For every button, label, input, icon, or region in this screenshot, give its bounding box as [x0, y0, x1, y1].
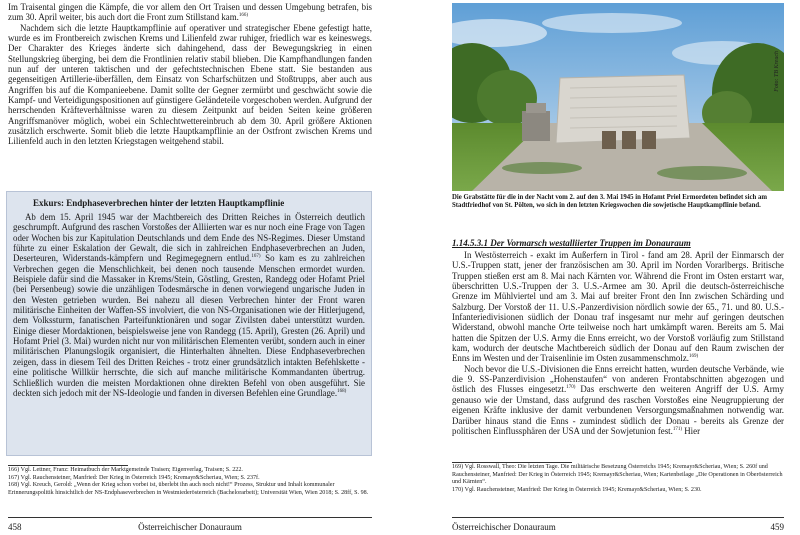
- exkurs-text: [13, 212, 365, 398]
- paragraph: Ab dem 15. April 1945 war der Machtbereich des Dritten Reiches in Österreich deutlich geschrumpft. Aufgrund des raschen Vorstoßes der Alliierten war es nur noch eine Frage von Tagen oder Wochen bis zur Kapitulation Deutschlands und dem Ende des NS-Regimes. Dieser Umstand führte zu einer Eskalation der Gewalt, die sich in zahlreichen Endphaseverbrechen an Juden, Deserteuren, Widerstands-kämpfern und Regimegegnern entlud.$^{167)}$ So kam es zu zahlreichen Verbrechen gegen die Menschlichkeit, bei denen noch tausende Menschen ermordet wurden. Beispiele dafür sind die Massaker in Krems/Stein, Göstling, Gresten, Randegg oder Hofamt Priel (bei Persenbeug) sowie die unzähligen Todesmärsche in denen vorwiegend ungarische Juden in den Westen getrieben wurden. Bei nahezu all diesen Verbrechen hinter der Front waren militärische Einheiten der Waffen-SS involviert, die von NS-Organisationen wie der Hitlerjugend, dem Volkssturm, fanatischen Parteifunktionären und sogar Zivilsten dabei unterstützt wurden. Einige dieser Mordaktionen, beispielsweise jene von Randegg (15. April), Gresten (26. April) und Hofamt Priel (3. Mai) wurden nicht nur von militärischen Elementen verübt, sondern auch in einer militärischen Planungslogik organisiert, die Hinterhalten ähnelten. Diese Endphaseverbrechen zeigen, dass in diesem Teil des Dritten Reiches - trotz einer grundsätzlich intakten Befehlskette - eine politische Willkür herrschte, die sich auf manche militärische Kommandanten übertrug. Schließlich wurden die meisten Mordaktionen ohne direkten Befehl von oben ausgeführt. Sie deckten sich jedoch mit der NS-Ideologie und fanden in diversen Befehlen eine Grundlage.$^{168)}$: [13, 212, 365, 398]
- exkurs-title: Exkurs: Endphaseverbrechen hinter der letzten Hauptkampflinie: [33, 198, 285, 208]
- memorial-photo-image: [452, 3, 784, 191]
- footnote-divider: [452, 462, 572, 463]
- memorial-photo: [452, 3, 784, 191]
- photo-caption: Die Grabstätte für die in der Nacht vom 2. auf den 3. Mai 1945 in Hofamt Priel Ermordeten befindet sich am Stadtfriedhof von St. Pölten, wo sich in den letzten Kriegswochen die sowjetische Hauptkampflinie befand.: [452, 194, 768, 210]
- footnote-ref[interactable]: 171): [672, 426, 683, 432]
- footnotes: [8, 467, 372, 498]
- paragraph: Noch bevor die U.S.-Divisionen die Enns erreicht hatten, wurden deutsche Verbände, wie die 9. SS-Panzerdivision „Hohenstaufen“ von anderen Frontabschnitten abgezogen und östlich des Flusses eingesetzt.$^{170)}$ Das erschwerte den weiteren Angriff der U.S. Army genauso wie der Umstand, dass aufgrund des raschen Vorstoßes eine Neugruppierung der eigenen Kräfte inklusive der damit verbundenen Versorgungsmaßnahmen notwendig war. Darüber hinaus stand die Enns - zumindest südlich der Donau - bereits als Grenze der politischen Einflussphären der USA und der Sowjetunion fest.$^{171)}$ Hier: [452, 363, 784, 436]
- footnote-ref[interactable]: 166): [238, 13, 249, 19]
- folio-divider: [452, 517, 784, 518]
- footnote-ref[interactable]: 167): [251, 254, 261, 260]
- footnote: 166) Vgl. Lettner, Franz: Heimatbuch der Marktgemeinde Traisen; Eigenverlag, Traisen; S. 222.: [8, 467, 243, 473]
- paragraph: In Westösterreich - exakt im Außerfern in Tirol - fand am 28. April der Einmarsch der U.S.-Truppen statt, jener der französischen am 30. April im Norden Vorarlbergs. Britische Truppen stießen erst am 8. Mai nach Kärnten vor. Während die Front im Osten erstarrt war, überschritten U.S.-Truppen der 3. U.S.-Armee am 30. April die deutsch-österreichische Grenze im Mühlviertel und am 3. Mai auf breiter Front den Inn zwischen Schärding und Salzburg. Der Vorstoß der 11. U.S.-Panzerdivision nördlich sowie der 65., 71. und 80. U.S.-Infanteriedivisionen südlich der Donau traf insgesamt nur mehr auf geringen deutschen Widerstand, obwohl manche Orte teilweise noch hart umkämpft waren. Bereits am 5. Mai hatten die Spitzen der U.S. Army die Enns erreicht, wo der Vorstoß vorläufig zum Stillstand kam, wodurch der deutsche Machtbereich südlich der Donau auf den Raum zwischen der Enns im Westen und der Traisenlinie im Osten zusammenschmolz.$^{169)}$: [452, 250, 784, 364]
- left-main-text: [8, 2, 372, 147]
- right-page: [400, 0, 800, 535]
- photo-credit: Foto: TB Kreuch: [774, 51, 780, 92]
- running-footer-title: Österreichischer Donauraum: [138, 522, 242, 532]
- right-main-text: [452, 250, 784, 436]
- footnote-ref[interactable]: 170): [566, 385, 576, 391]
- paragraph: Im Traisental gingen die Kämpfe, die vor allem den Ort Traisen und dessen Umgebung betrafen, bis zum 30. April weiter, bis auch dort die Front zum Stillstand kam.$^{166)}$: [8, 2, 372, 23]
- running-footer-title: Österreichischer Donauraum: [452, 522, 556, 532]
- footnote: 169) Vgl. Rosswall, Theo: Die letzten Tage. Die militärische Besetzung Österreichs 1945; Kremayr&Scheriau, Wien; S. 260f und Rauchensteiner, Manfried: Der Krieg in Österreich 1945; Kremayr&Scheriau, Wien; Kartenbeilage „Die Operationen in Oberösterreich und Kärnten“.: [452, 464, 783, 486]
- footnote-ref[interactable]: 169): [689, 354, 699, 360]
- footnote: 168) Vgl. Kreuch, Gerold: „Wenn der Krieg schon vorbei ist, überlebt ihn auch noch nicht!“ Prozess, Struktur und Inhalt kommunaler Erinnerungspolitik hinsichtlich der NS-Endphaseverbrechen in Westmiederösterreich (Bachelorarbeit); Universität Wien, Wien 2018; S. 28ff, S. 98.: [8, 482, 369, 497]
- footnotes: [452, 464, 784, 495]
- footnote: 167) Vgl. Rauchensteiner, Manfried: Der Krieg in Österreich 1945; Kremayr&Scheriau, Wien; S. 237f.: [8, 474, 260, 481]
- page-number: 459: [770, 522, 784, 532]
- page-number: 458: [8, 522, 22, 532]
- footnote-ref[interactable]: 168): [337, 388, 347, 394]
- folio-divider: [8, 517, 372, 518]
- exkurs-box: [6, 191, 372, 456]
- footnote-divider: [8, 465, 128, 466]
- section-heading: 1.14.5.3.1 Der Vormarsch westalliierter Truppen im Donauraum: [452, 238, 691, 248]
- footnote: 170) Vgl. Rauchensteiner, Manfried: Der Krieg in Österreich 1945; Kremayr&Scheriau, Wien; S. 230.: [452, 487, 702, 494]
- paragraph: Nachdem sich die letzte Hauptkampflinie auf operativer und strategischer Ebene gefestigt hatte, wurde es im Frontbereich zwischen Krems und Lilienfeld zwar ruhiger, friedlich war es keineswegs. Der Charakter des Krieges änderte sich dahingehend, dass der Bewegungskrieg in einen Stellungskrieg überging, bei dem die Frontlinien relativ stabil blieben. Die Kampfhandlungen fanden nun auf der unteren taktischen und der gefechtstechnischen Ebene statt. Sie bestanden aus gegenseitigen Artillerie-überfällen, dem Einsatz von Scharfschützen und Stoßtrupps, aber auch aus Angriffen bis auf die Kompanieebene. Damit sollte der Gegner zermürbt und geschwächt sowie die Kampf- und Verteidigungspositionen auf günstigere Geländeteile vorgeschoben werden. Aufgrund der herrschenden Kräfteverhältnisse waren zu diesem Zeitpunkt auf beiden Seiten keine größeren Angriffsmanöver möglich, wobei ein Schlechtwettereinbruch ab dem 30. April größere Aktionen zusätzlich erschwerte. Somit blieb die letzte Hauptkampflinie an der Ostfront zwischen Krems und Lilienfeld auch in den letzten Kriegstagen weitgehend stabil.: [8, 22, 372, 147]
